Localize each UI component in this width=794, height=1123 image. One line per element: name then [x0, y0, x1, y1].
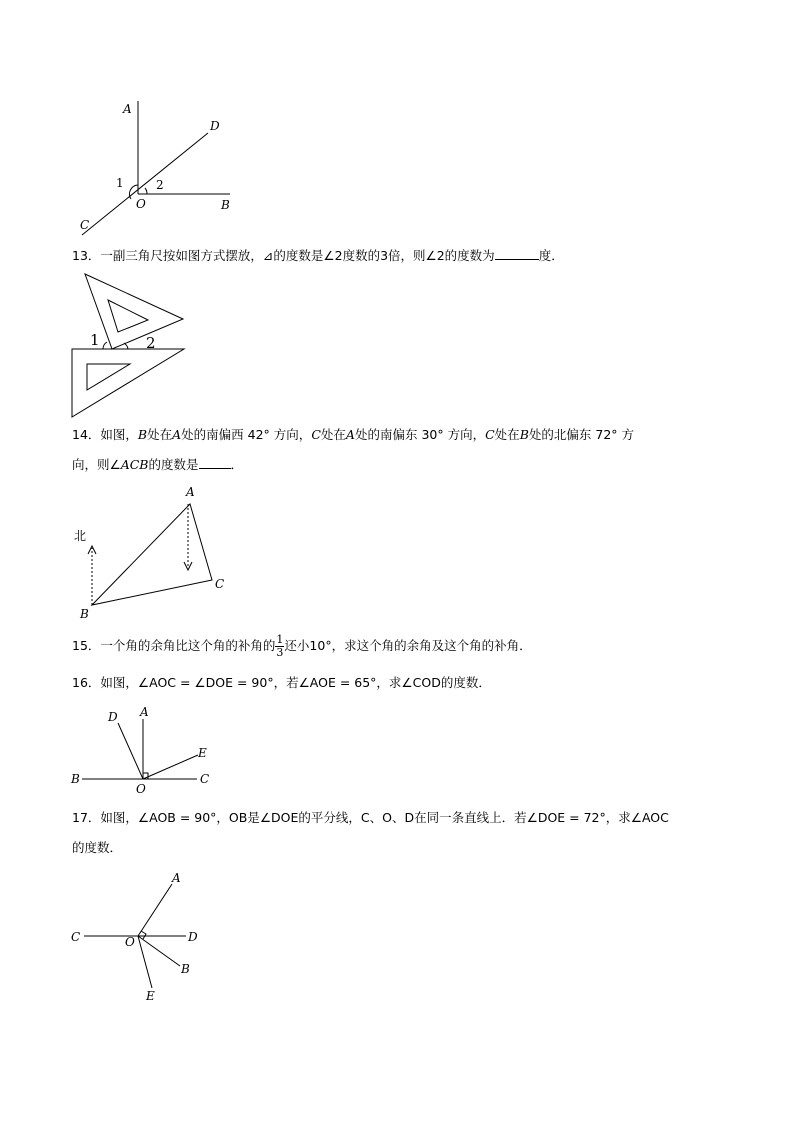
question-16: [72, 670, 491, 696]
q14-text: 方向，: [447, 427, 486, 442]
question-17-text: 的度数．: [72, 840, 123, 855]
label-d: D: [108, 710, 118, 724]
label-b: B: [181, 962, 190, 976]
q14-text: 处的北偏东: [528, 427, 592, 442]
label-a: A: [172, 871, 181, 885]
label-a: A: [123, 102, 132, 116]
figure-bearings: [70, 482, 250, 622]
q14-text: ．: [230, 457, 244, 472]
question-17-line-2: [72, 835, 122, 861]
point-c: C: [311, 427, 321, 442]
label-o: O: [136, 197, 146, 211]
question-14-number: 14．: [72, 427, 101, 442]
fraction-denominator: 3: [276, 646, 284, 659]
q14-text: 处的南偏西: [181, 427, 244, 442]
right-angle-mark: [141, 931, 146, 939]
answer-blank[interactable]: [495, 245, 539, 260]
bearing-72: 72°: [595, 427, 618, 442]
q14-text: 向，则∠: [72, 457, 121, 472]
label-b: B: [71, 772, 80, 786]
triangle-abc: [92, 504, 212, 605]
label-angle-2: 2: [156, 178, 164, 192]
question-16-text: 如图，∠AOC = ∠DOE = 90°，若∠AOE = 65°，求∠COD的度数．: [100, 675, 491, 690]
q14-text: 方: [621, 427, 635, 442]
point-b: B: [137, 427, 148, 442]
label-north: 北: [74, 529, 87, 543]
figure-aob-doe: [70, 870, 230, 1005]
label-b: B: [221, 198, 230, 212]
label-angle-1: 1: [90, 331, 100, 349]
angle-1-arc: [103, 342, 107, 349]
q14-text: 处的南偏东: [354, 427, 418, 442]
label-a: A: [140, 705, 149, 719]
figure-angles-aod: [60, 95, 260, 245]
point-a: A: [345, 427, 355, 442]
label-c: C: [71, 930, 81, 944]
label-angle-1: 1: [116, 176, 124, 190]
question-14-line-1: [72, 422, 634, 448]
question-15-number: 15．: [72, 638, 101, 653]
ray-ob: [138, 936, 180, 966]
point-c: C: [485, 427, 495, 442]
angle-2-arc: [145, 188, 147, 194]
label-angle-2: 2: [146, 334, 156, 352]
angle-acb: ACB: [120, 457, 149, 472]
upper-triangle-outer: [85, 274, 183, 349]
ray-oe: [143, 755, 198, 779]
question-15: [72, 633, 532, 659]
q14-text: 处在: [147, 427, 173, 442]
question-14-line-2: [72, 452, 243, 478]
point-b: B: [519, 427, 529, 442]
label-o: O: [125, 935, 135, 949]
ray-oe: [138, 936, 152, 988]
q14-text: 处在: [494, 427, 520, 442]
label-c: C: [80, 218, 90, 232]
q14-text: 处在: [320, 427, 346, 442]
figure-aoc-doe: [70, 703, 230, 798]
lower-triangle-outer: [72, 349, 184, 417]
question-17-line-1: [72, 805, 669, 831]
label-d: D: [188, 930, 198, 944]
figure-set-squares: [70, 272, 200, 422]
angle-2-arc: [124, 343, 128, 349]
label-e: E: [146, 989, 155, 1003]
q15-text: 还小10°，求这个角的余角及这个角的补角．: [284, 638, 532, 653]
label-o: O: [136, 782, 146, 796]
bearing-42: 42°: [247, 427, 270, 442]
q14-text: 方向，: [273, 427, 312, 442]
question-13-text-2: 的度数是∠2度数的3倍，则∠2的度数为: [273, 248, 495, 263]
question-13-text-1: 一副三角尺按如图方式摆放，: [100, 248, 263, 263]
upper-triangle-inner: [108, 300, 148, 332]
label-c: C: [215, 577, 225, 591]
angle-symbol: ⊿: [262, 248, 274, 263]
label-b: B: [80, 607, 89, 621]
q15-text: 一个角的余角比这个角的补角的: [100, 638, 276, 653]
label-e: E: [198, 746, 207, 760]
label-c: C: [200, 772, 210, 786]
label-a: A: [186, 485, 195, 499]
fraction-numerator: 1: [276, 633, 284, 646]
question-16-number: 16．: [72, 675, 101, 690]
question-17-text: 17．如图，∠AOB = 90°，OB是∠DOE的平分线，C、O、D在同一条直线上．若∠DOE = 72°，求∠AOC: [72, 810, 669, 825]
answer-blank[interactable]: [199, 454, 231, 469]
point-a: A: [172, 427, 182, 442]
line-cd: [82, 133, 208, 235]
q14-text: 如图，: [100, 427, 138, 442]
bearing-30: 30°: [421, 427, 444, 442]
question-13-text-3: 度．: [538, 248, 564, 263]
ray-od: [118, 723, 143, 779]
q14-text: 的度数是: [148, 457, 199, 472]
label-d: D: [210, 119, 220, 133]
ray-oa: [138, 884, 172, 936]
question-13-number: 13．: [72, 248, 101, 263]
question-13: [72, 243, 564, 269]
